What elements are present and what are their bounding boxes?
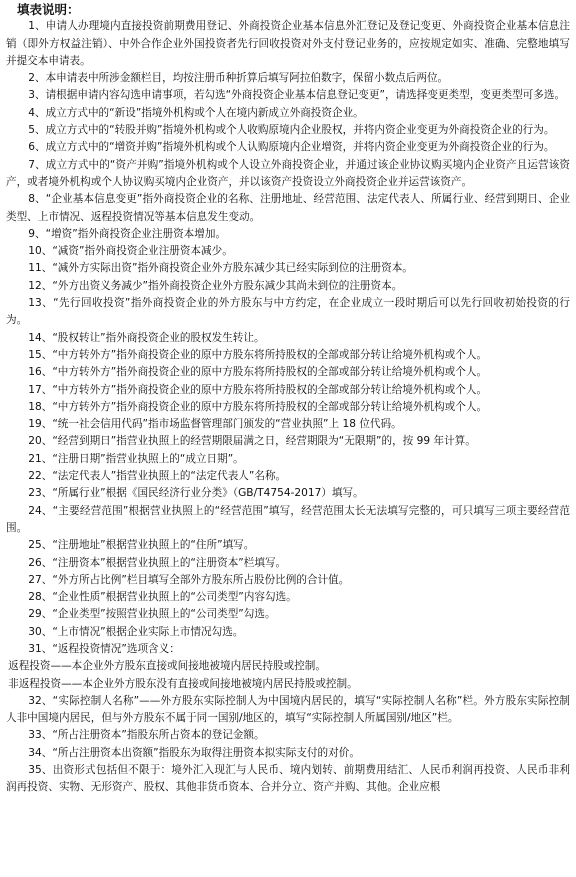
instruction-subitem-return-investment: 返程投资——本企业外方股东直接或间接地被境内居民持股或控制。	[8, 660, 326, 673]
instruction-item-20: 20、“经营到期日”指营业执照上的经营期限届满之日，经营期限为“无限期”的，按 99 年计算。	[28, 435, 476, 448]
instruction-item-26: 26、“注册资本”根据营业执照上的“注册资本”栏填写。	[28, 556, 287, 569]
instruction-item-28: 28、“企业性质”根据营业执照上的“公司类型”内容勾选。	[28, 591, 297, 604]
instruction-item-11: 11、“减外方实际出资”指外商投资企业外方股东减少其已经实际到位的注册资本。	[28, 262, 413, 275]
instruction-item-13: 13、“先行回收投资”指外商投资企业的外方股东与中方约定，在企业成立一段时期后可以先行回收初始投资的行为。	[6, 297, 570, 327]
instruction-item-16: 16、“中方转外方”指外商投资企业的原中方股东将所持股权的全部或部分转让给境外机构或个人。	[28, 366, 488, 379]
instruction-item-22: 22、“法定代表人”指营业执照上的“法定代表人”名称。	[28, 470, 287, 483]
instruction-item-9: 9、“增资”指外商投资企业注册资本增加。	[28, 227, 227, 240]
instruction-item-35: 35、出资形式包括但不限于：境外汇入现汇与人民币、境内划转、前期费用结汇、人民币利润再投资、人民币非利润再投资、实物、无形资产、股权、其他非货币资本、合并分立、资产并购、其他。企业应根	[6, 764, 570, 794]
instruction-item-31: 31、“返程投资情况”选项含义：	[28, 642, 180, 655]
instruction-item-5: 5、成立方式中的“转股并购”指境外机构或个人收购原境内企业股权，并将内资企业变更为外商投资企业的行为。	[28, 124, 555, 137]
instruction-item-21: 21、“注册日期”指营业执照上的“成立日期”。	[28, 452, 244, 465]
instruction-item-1: 1、申请人办理境内直接投资前期费用登记、外商投资企业基本信息外汇登记及登记变更、外商投资企业基本信息注销（即外方权益注销）、中外合作企业外国投资者先行回收投资对外支付登记业务的，应按规定如实、准确、完整地填写并提交本申请表。	[6, 20, 570, 67]
instruction-item-8: 8、“企业基本信息变更”指外商投资企业的名称、注册地址、经营范围、法定代表人、所属行业、经营到期日、企业类型、上市情况、返程投资情况等基本信息发生变动。	[6, 193, 570, 223]
instruction-item-34: 34、“所占注册资本出资额”指股东为取得注册资本拟实际支付的对价。	[28, 746, 360, 759]
instruction-item-29: 29、“企业类型”按照营业执照上的“公司类型”勾选。	[28, 608, 276, 621]
instruction-subitem-non-return-investment: 非返程投资——本企业外方股东没有直接或间接地被境内居民持股或控制。	[8, 677, 358, 690]
instruction-item-32: 32、“实际控制人名称”——外方股东实际控制人为中国境内居民的，填写“实际控制人名称”栏。外方股东实际控制人非中国境内居民，但与外方股东不属于同一国别/地区的，填写“实际控制人所属国别/地区”栏。	[6, 694, 570, 725]
instruction-item-6: 6、成立方式中的“增资并购”指境外机构或个人认购原境内企业增资，并将内资企业变更为外商投资企业的行为。	[28, 141, 555, 154]
instructions-title: 填表说明：	[17, 2, 80, 17]
instruction-item-27: 27、“外方所占比例”栏目填写全部外方股东所占股份比例的合计值。	[28, 573, 350, 586]
instruction-item-12: 12、“外方出资义务减少”指外商投资企业外方股东减少其尚未到位的注册资本。	[28, 279, 403, 292]
instruction-item-19: 19、“统一社会信用代码”指市场监督管理部门颁发的“营业执照”上 18 位代码。	[28, 418, 402, 431]
instruction-item-3: 3、请根据申请内容勾选申请事项，若勾选“外商投资企业基本信息登记变更”，请选择变更类型，变更类型可多选。	[28, 89, 566, 102]
instruction-item-4: 4、成立方式中的“新设”指境外机构或个人在境内新成立外商投资企业。	[28, 106, 364, 119]
instruction-item-25: 25、“注册地址”根据营业执照上的“住所”填写。	[28, 539, 255, 552]
instruction-item-30: 30、“上市情况”根据企业实际上市情况勾选。	[28, 625, 244, 638]
instruction-item-17: 17、“中方转外方”指外商投资企业的原中方股东将所持股权的全部或部分转让给境外机构或个人。	[28, 383, 488, 396]
instruction-item-2: 2、本申请表中所涉金额栏目，均按注册币种折算后填写阿拉伯数字，保留小数点后两位。	[28, 72, 449, 85]
instruction-item-14: 14、“股权转让”指外商投资企业的股权发生转让。	[28, 331, 265, 344]
instruction-item-24: 24、“主要经营范围”根据营业执照上的“经营范围”填写，经营范围太长无法填写完整的，可只填写三项主要经营范围。	[6, 504, 570, 534]
instruction-item-18: 18、“中方转外方”指外商投资企业的原中方股东将所持股权的全部或部分转让给境外机构或个人。	[28, 400, 488, 413]
instruction-item-15: 15、“中方转外方”指外商投资企业的原中方股东将所持股权的全部或部分转让给境外机构或个人。	[28, 348, 488, 361]
instruction-item-7: 7、成立方式中的“资产并购”指境外机构或个人设立外商投资企业，并通过该企业协议购买境内企业资产且运营该资产，或者境外机构或个人协议购买境内企业资产，并以该资产投资设立外商投资企业并运营该资产。	[6, 158, 570, 188]
instruction-item-33: 33、“所占注册资本”指股东所占资本的登记金额。	[28, 729, 265, 742]
instruction-item-10: 10、“减资”指外商投资企业注册资本减少。	[28, 245, 233, 258]
instruction-item-23: 23、“所属行业”根据《国民经济行业分类》（GB/T4754-2017）填写。	[28, 487, 364, 500]
